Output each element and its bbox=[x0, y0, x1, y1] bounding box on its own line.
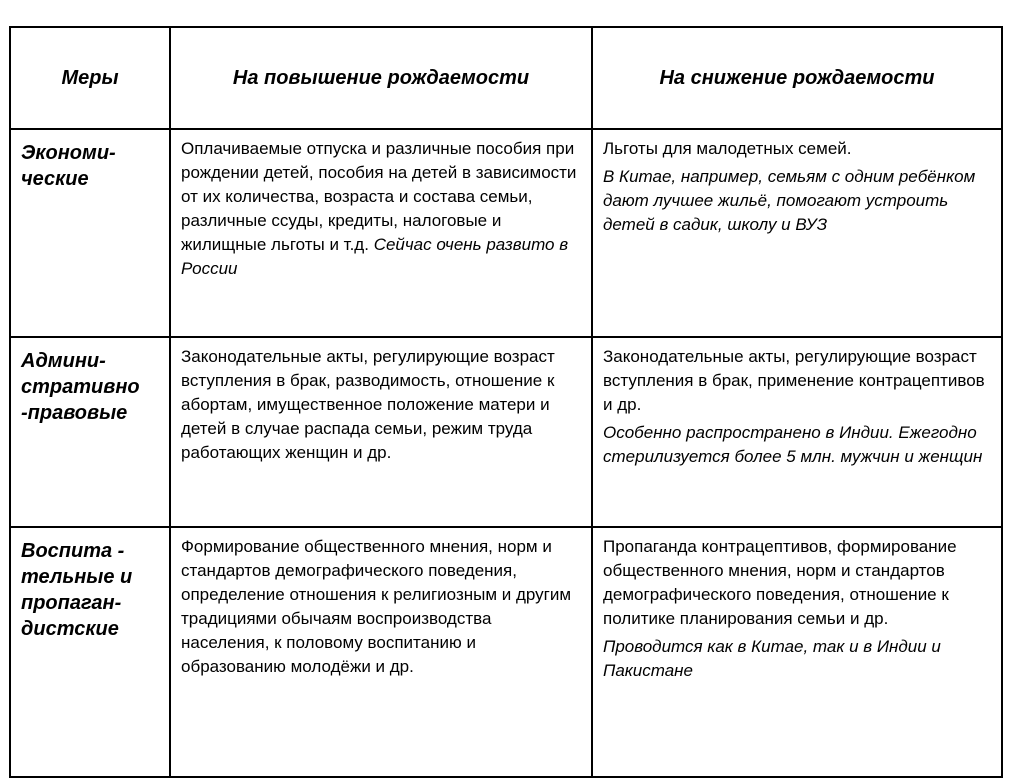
cell-italic-note: Проводится как в Китае, так и в Индии и Пакистане bbox=[603, 637, 941, 680]
row-category bbox=[10, 527, 170, 777]
cell-text: Законодательные акты, регулирующие возраст вступления в брак, применение контрацептивов и др. bbox=[603, 347, 985, 414]
cell-italic-note: Особенно распространено в Индии. Ежегодно стерилизуется более 5 млн. мужчин и женщин bbox=[603, 423, 983, 466]
table-header-row bbox=[10, 27, 1002, 129]
table-row-educational bbox=[10, 527, 1002, 777]
row-category bbox=[10, 337, 170, 527]
category-label: Экономи- ческие bbox=[21, 142, 116, 190]
table-row-administrative bbox=[10, 337, 1002, 527]
policy-table-container bbox=[9, 26, 1003, 778]
decrease-cell bbox=[592, 527, 1002, 777]
increase-cell bbox=[170, 337, 592, 527]
table-row-economic bbox=[10, 129, 1002, 337]
increase-cell bbox=[170, 129, 592, 337]
cell-text: Формирование общественного мнения, норм и стандартов демографического поведения, определение отношения к религиозным и другим традициями обычаям воспроизводства населения, к половому воспитанию и образованию молодёжи и др. bbox=[181, 537, 572, 676]
header-measures: Меры bbox=[10, 27, 170, 129]
cell-text: Льготы для малодетных семей. bbox=[603, 139, 852, 158]
header-increase: На повышение рождаемости bbox=[170, 27, 592, 129]
decrease-cell bbox=[592, 337, 1002, 527]
category-label: Воспита - тельные и пропаган- дистские bbox=[21, 540, 133, 640]
cell-italic-note: В Китае, например, семьям с одним ребёнком дают лучшее жильё, помогают устроить детей в садик, школу и ВУЗ bbox=[603, 167, 976, 234]
cell-italic-note: Сейчас очень развито в России bbox=[181, 235, 569, 278]
cell-text: Пропаганда контрацептивов, формирование общественного мнения, норм и стандартов демографического поведения, отношение к политике планирования семьи и др. bbox=[603, 537, 957, 628]
cell-text: Законодательные акты, регулирующие возраст вступления в брак, разводимость, отношение к абортам, имущественное положение матери и детей в случае распада семьи, режим труда работающих женщин и др. bbox=[181, 347, 555, 462]
increase-cell bbox=[170, 527, 592, 777]
birth-rate-measures-table bbox=[9, 26, 1003, 778]
cell-text: Оплачиваемые отпуска и различные пособия при рождении детей, пособия на детей в зависимости от их количества, возраста и состава семьи, различные ссуды, кредиты, налоговые и жилищные льготы и т.д. bbox=[181, 139, 577, 254]
header-decrease: На снижение рождаемости bbox=[592, 27, 1002, 129]
category-label: Админи- стративно -правовые bbox=[21, 350, 140, 424]
row-category bbox=[10, 129, 170, 337]
decrease-cell bbox=[592, 129, 1002, 337]
